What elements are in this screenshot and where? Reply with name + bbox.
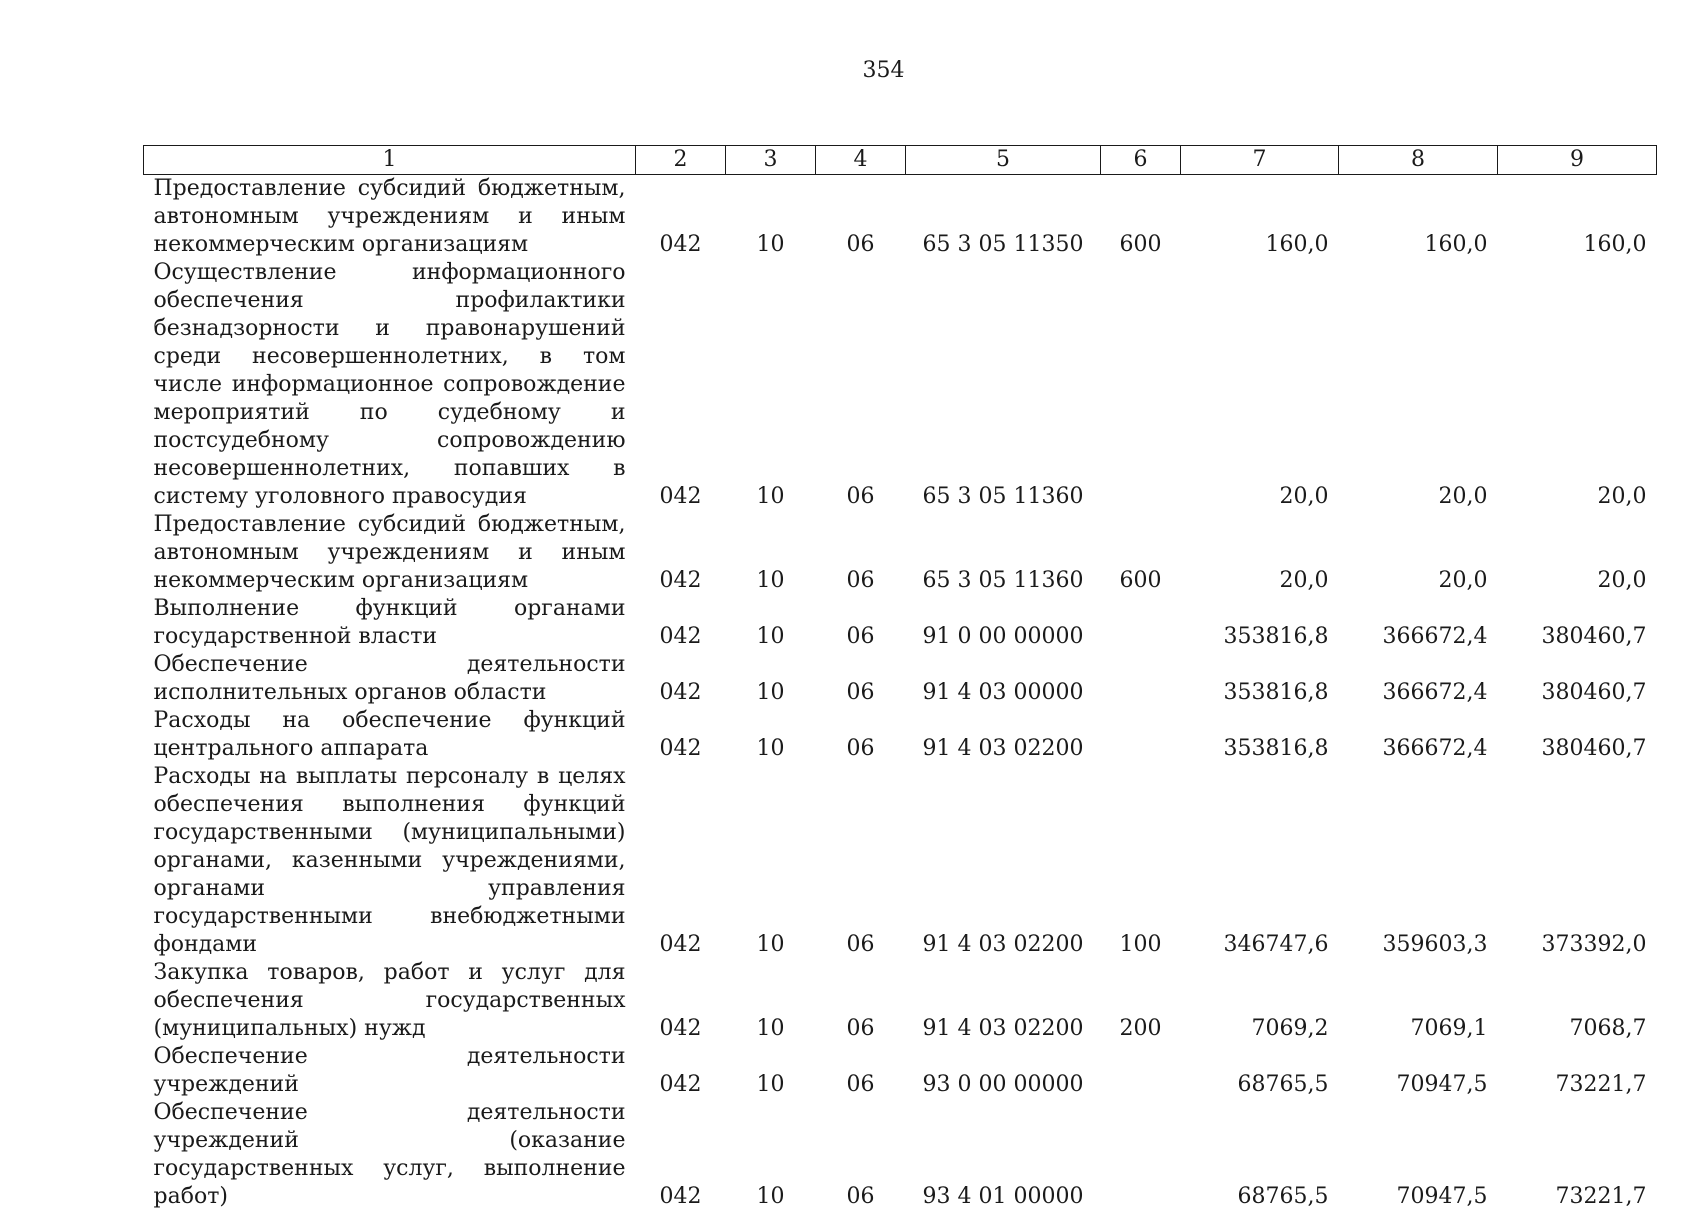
table-row: [144, 175, 1657, 260]
column-header: 9: [1498, 146, 1657, 175]
section-code: 10: [726, 651, 816, 707]
target-article-code: 93 0 00 00000: [906, 1043, 1101, 1099]
target-article-code: 91 0 00 00000: [906, 595, 1101, 651]
amount-year-3: 20,0: [1498, 511, 1657, 595]
amount-year-1: 68765,5: [1181, 1099, 1339, 1211]
table-row: [144, 595, 1657, 651]
target-article-code: 65 3 05 11360: [906, 511, 1101, 595]
amount-year-3: 373392,0: [1498, 763, 1657, 959]
table-row: [144, 1099, 1657, 1211]
subsection-code: 06: [816, 595, 906, 651]
amount-year-2: 366672,4: [1339, 595, 1498, 651]
section-code: 10: [726, 763, 816, 959]
expense-type-code: [1101, 1043, 1181, 1099]
row-name: Обеспечение деятельности исполнительных органов области: [144, 651, 636, 707]
target-article-code: 65 3 05 11350: [906, 175, 1101, 260]
page-number: 354: [0, 58, 1697, 83]
subsection-code: 06: [816, 1043, 906, 1099]
amount-year-3: 380460,7: [1498, 595, 1657, 651]
table-row: [144, 763, 1657, 959]
table-row: [144, 1043, 1657, 1099]
ministry-code: 042: [636, 763, 726, 959]
amount-year-2: 70947,5: [1339, 1099, 1498, 1211]
amount-year-2: 20,0: [1339, 259, 1498, 511]
subsection-code: 06: [816, 1099, 906, 1211]
amount-year-3: 20,0: [1498, 259, 1657, 511]
row-name: Обеспечение деятельности учреждений: [144, 1043, 636, 1099]
amount-year-3: 380460,7: [1498, 651, 1657, 707]
target-article-code: 91 4 03 02200: [906, 707, 1101, 763]
expense-type-code: 200: [1101, 959, 1181, 1043]
amount-year-2: 366672,4: [1339, 707, 1498, 763]
amount-year-2: 160,0: [1339, 175, 1498, 260]
budget-table: [143, 145, 1657, 1211]
expense-type-code: 100: [1101, 763, 1181, 959]
amount-year-3: 160,0: [1498, 175, 1657, 260]
subsection-code: 06: [816, 259, 906, 511]
table-row: [144, 959, 1657, 1043]
amount-year-2: 7069,1: [1339, 959, 1498, 1043]
amount-year-3: 7068,7: [1498, 959, 1657, 1043]
expense-type-code: [1101, 595, 1181, 651]
column-header: 3: [726, 146, 816, 175]
ministry-code: 042: [636, 651, 726, 707]
subsection-code: 06: [816, 707, 906, 763]
row-name: Осуществление информационного обеспечения профилактики безнадзорности и правонарушений среди несовершеннолетних, в том числе информационное сопровождение мероприятий по судебному и постсудебному сопровождению несовершеннолетних, попавших в систему уголовного правосудия: [144, 259, 636, 511]
section-code: 10: [726, 959, 816, 1043]
amount-year-1: 160,0: [1181, 175, 1339, 260]
section-code: 10: [726, 595, 816, 651]
ministry-code: 042: [636, 707, 726, 763]
expense-type-code: 600: [1101, 511, 1181, 595]
subsection-code: 06: [816, 175, 906, 260]
amount-year-2: 366672,4: [1339, 651, 1498, 707]
expense-type-code: [1101, 707, 1181, 763]
section-code: 10: [726, 259, 816, 511]
row-name: Обеспечение деятельности учреждений (оказание государственных услуг, выполнение работ): [144, 1099, 636, 1211]
expense-type-code: [1101, 1099, 1181, 1211]
row-name: Закупка товаров, работ и услуг для обеспечения государственных (муниципальных) нужд: [144, 959, 636, 1043]
amount-year-2: 70947,5: [1339, 1043, 1498, 1099]
section-code: 10: [726, 511, 816, 595]
amount-year-1: 346747,6: [1181, 763, 1339, 959]
target-article-code: 91 4 03 02200: [906, 959, 1101, 1043]
column-header: 5: [906, 146, 1101, 175]
amount-year-2: 20,0: [1339, 511, 1498, 595]
table-row: [144, 511, 1657, 595]
target-article-code: 65 3 05 11360: [906, 259, 1101, 511]
ministry-code: 042: [636, 511, 726, 595]
amount-year-3: 380460,7: [1498, 707, 1657, 763]
table-row: [144, 651, 1657, 707]
amount-year-1: 353816,8: [1181, 595, 1339, 651]
column-header: 7: [1181, 146, 1339, 175]
target-article-code: 91 4 03 02200: [906, 763, 1101, 959]
expense-type-code: 600: [1101, 175, 1181, 260]
target-article-code: 91 4 03 00000: [906, 651, 1101, 707]
amount-year-3: 73221,7: [1498, 1043, 1657, 1099]
amount-year-1: 353816,8: [1181, 707, 1339, 763]
amount-year-1: 7069,2: [1181, 959, 1339, 1043]
column-header: 1: [144, 146, 636, 175]
ministry-code: 042: [636, 259, 726, 511]
row-name: Предоставление субсидий бюджетным, автономным учреждениям и иным некоммерческим организациям: [144, 175, 636, 260]
table-row: [144, 707, 1657, 763]
section-code: 10: [726, 175, 816, 260]
subsection-code: 06: [816, 651, 906, 707]
ministry-code: 042: [636, 1043, 726, 1099]
amount-year-1: 68765,5: [1181, 1043, 1339, 1099]
subsection-code: 06: [816, 511, 906, 595]
row-name: Предоставление субсидий бюджетным, автономным учреждениям и иным некоммерческим организациям: [144, 511, 636, 595]
column-header: 2: [636, 146, 726, 175]
column-header: 6: [1101, 146, 1181, 175]
expense-type-code: [1101, 259, 1181, 511]
amount-year-1: 20,0: [1181, 511, 1339, 595]
ministry-code: 042: [636, 959, 726, 1043]
target-article-code: 93 4 01 00000: [906, 1099, 1101, 1211]
section-code: 10: [726, 1043, 816, 1099]
ministry-code: 042: [636, 595, 726, 651]
amount-year-3: 73221,7: [1498, 1099, 1657, 1211]
expense-type-code: [1101, 651, 1181, 707]
ministry-code: 042: [636, 175, 726, 260]
table-body: [144, 175, 1657, 1211]
column-header: 4: [816, 146, 906, 175]
header-row: [144, 146, 1657, 175]
amount-year-1: 20,0: [1181, 259, 1339, 511]
row-name: Расходы на выплаты персоналу в целях обеспечения выполнения функций государственными (муниципальными) органами, казенными учреждениями, органами управления государственными внебюджетными фондами: [144, 763, 636, 959]
amount-year-2: 359603,3: [1339, 763, 1498, 959]
section-code: 10: [726, 1099, 816, 1211]
section-code: 10: [726, 707, 816, 763]
table-header: [144, 146, 1657, 175]
ministry-code: 042: [636, 1099, 726, 1211]
column-header: 8: [1339, 146, 1498, 175]
row-name: Расходы на обеспечение функций центрального аппарата: [144, 707, 636, 763]
subsection-code: 06: [816, 959, 906, 1043]
table-row: [144, 259, 1657, 511]
row-name: Выполнение функций органами государственной власти: [144, 595, 636, 651]
amount-year-1: 353816,8: [1181, 651, 1339, 707]
subsection-code: 06: [816, 763, 906, 959]
